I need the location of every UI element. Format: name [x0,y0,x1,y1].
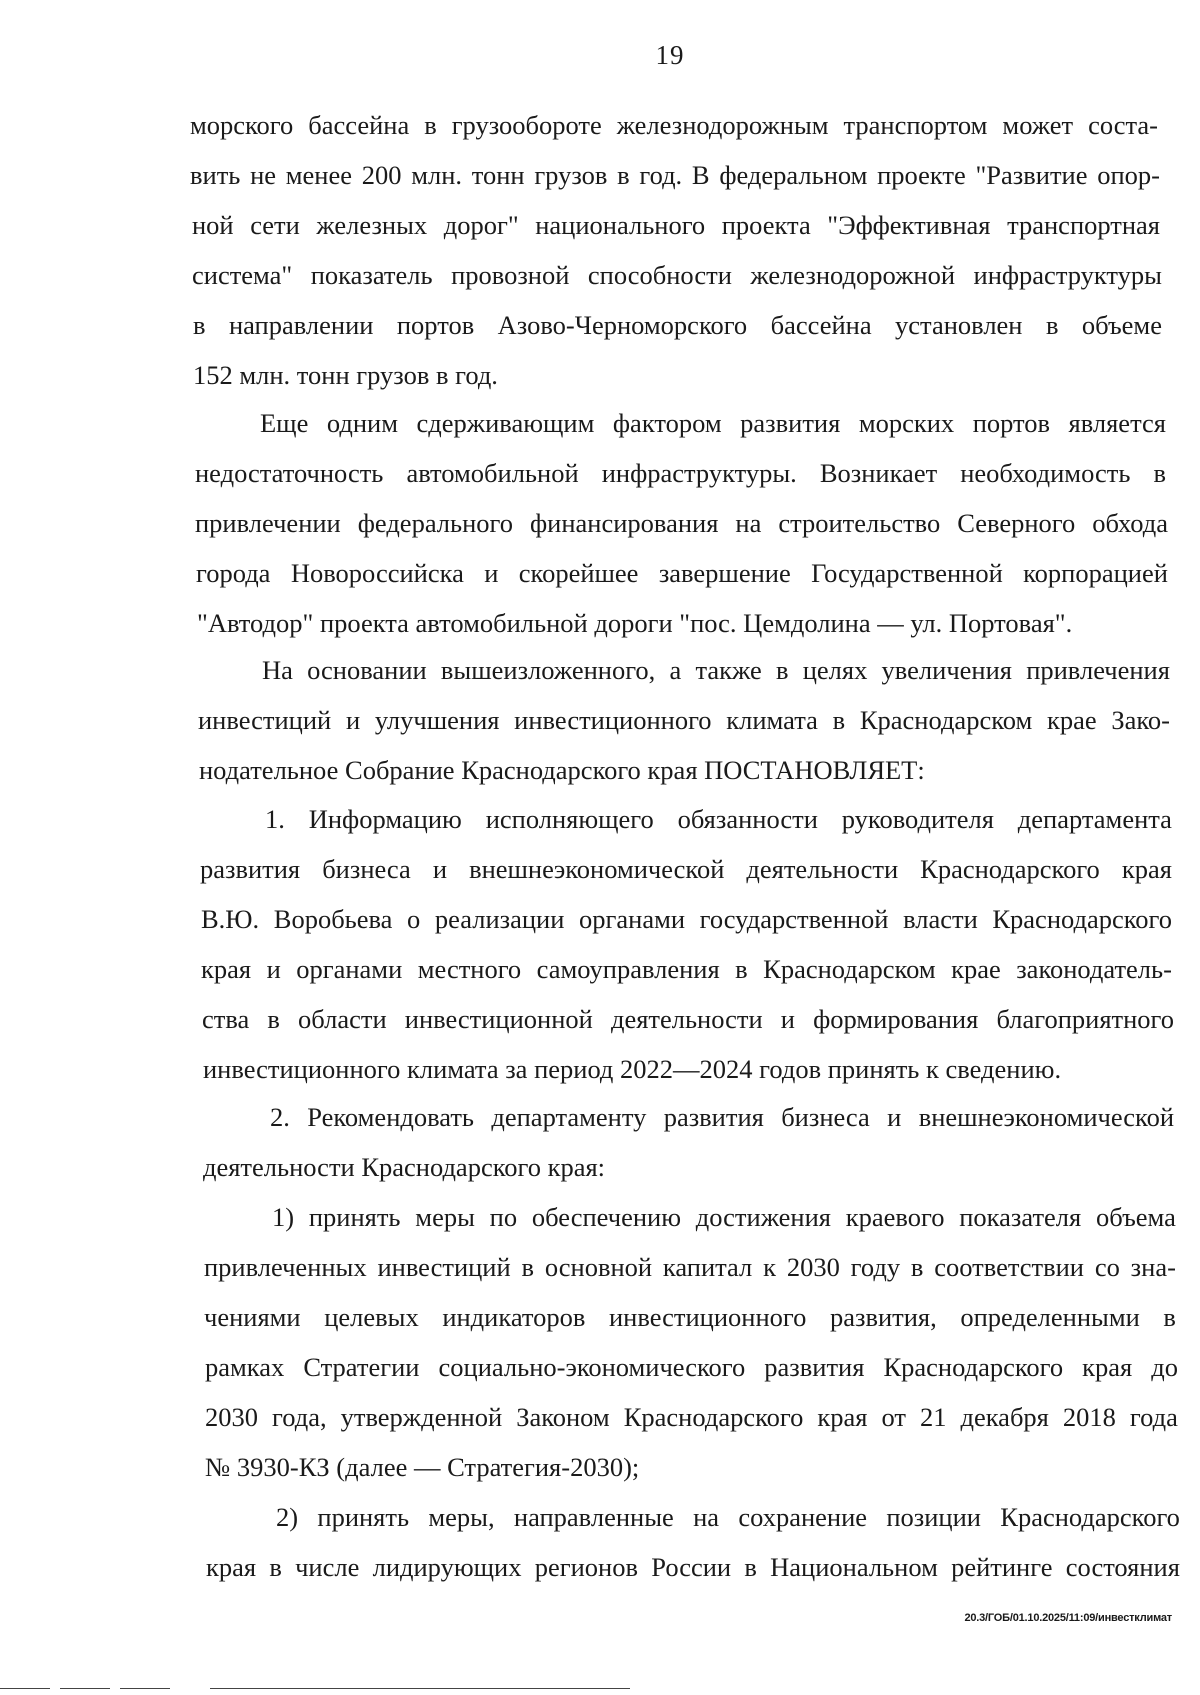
text-line: вить не менее 200 млн. тонн грузов в год. В федеральном проекте "Развитие опор- [190,160,1160,190]
text-line: Еще одним сдерживающим фактором развития морских портов является [260,408,1166,438]
text-line: 1) принять меры по обеспечению достижения краевого показателя объема [272,1202,1176,1232]
text-line: недостаточность автомобильной инфраструктуры. Возникает необходимость в [195,458,1166,488]
text-line: 2030 года, утвержденной Законом Краснодарского края от 21 декабря 2018 года [205,1402,1178,1432]
text-line: ной сети железных дорог" национального проекта "Эффективная транспортная [192,210,1160,240]
scan-edge-line [0,1688,50,1689]
scan-edge-line [120,1688,170,1689]
text-line: привлеченных инвестиций в основной капитал к 2030 году в соответствии со зна- [204,1252,1176,1282]
text-line: № 3930-КЗ (далее — Стратегия-2030); [205,1452,640,1482]
scan-edge-line [60,1688,110,1689]
text-line: чениями целевых индикаторов инвестиционного развития, определенными в [204,1302,1176,1332]
text-line: города Новороссийска и скорейшее завершение Государственной корпорацией [196,558,1168,588]
text-line: система" показатель провозной способности железнодорожной инфраструктуры [192,260,1162,290]
text-line: морского бассейна в грузообороте железнодорожным транспортом может соста- [190,110,1158,140]
text-line: В.Ю. Воробьева о реализации органами государственной власти Краснодарского [201,904,1172,934]
text-line: инвестиционного климата за период 2022—2024 годов принять к сведению. [203,1054,1062,1084]
text-line: развития бизнеса и внешнеэкономической деятельности Краснодарского края [200,854,1172,884]
scan-edge-line [210,1688,630,1689]
text-line: деятельности Краснодарского края: [203,1152,606,1182]
text-line: рамках Стратегии социально-экономического развития Краснодарского края до [205,1352,1178,1382]
text-line: "Автодор" проекта автомобильной дороги "пос. Цемдолина — ул. Портовая". [197,608,1073,638]
page-number: 19 [655,40,685,70]
text-line: в направлении портов Азово-Черноморского бассейна установлен в объеме [193,310,1162,340]
text-line: 2) принять меры, направленные на сохранение позиции Краснодарского [276,1502,1180,1532]
text-line: 2. Рекомендовать департаменту развития бизнеса и внешнеэкономической [270,1102,1174,1132]
text-line: На основании вышеизложенного, а также в целях увеличения привлечения [262,655,1170,685]
text-line: края в числе лидирующих регионов России в Национальном рейтинге состояния [206,1552,1180,1582]
text-line: ства в области инвестиционной деятельности и формирования благоприятного [202,1004,1174,1034]
document-code: 20.3/ГОБ/01.10.2025/11:09/инвестклимат [964,1612,1172,1624]
text-line: 1. Информацию исполняющего обязанности руководителя департамента [265,804,1172,834]
text-line: нодательное Собрание Краснодарского края ПОСТАНОВЛЯЕТ: [199,755,925,785]
text-line: инвестиций и улучшения инвестиционного климата в Краснодарском крае Зако- [198,705,1170,735]
text-line: привлечении федерального финансирования на строительство Северного обхода [195,508,1168,538]
text-line: 152 млн. тонн грузов в год. [193,360,498,390]
text-line: края и органами местного самоуправления в Краснодарском крае законодатель- [201,954,1172,984]
